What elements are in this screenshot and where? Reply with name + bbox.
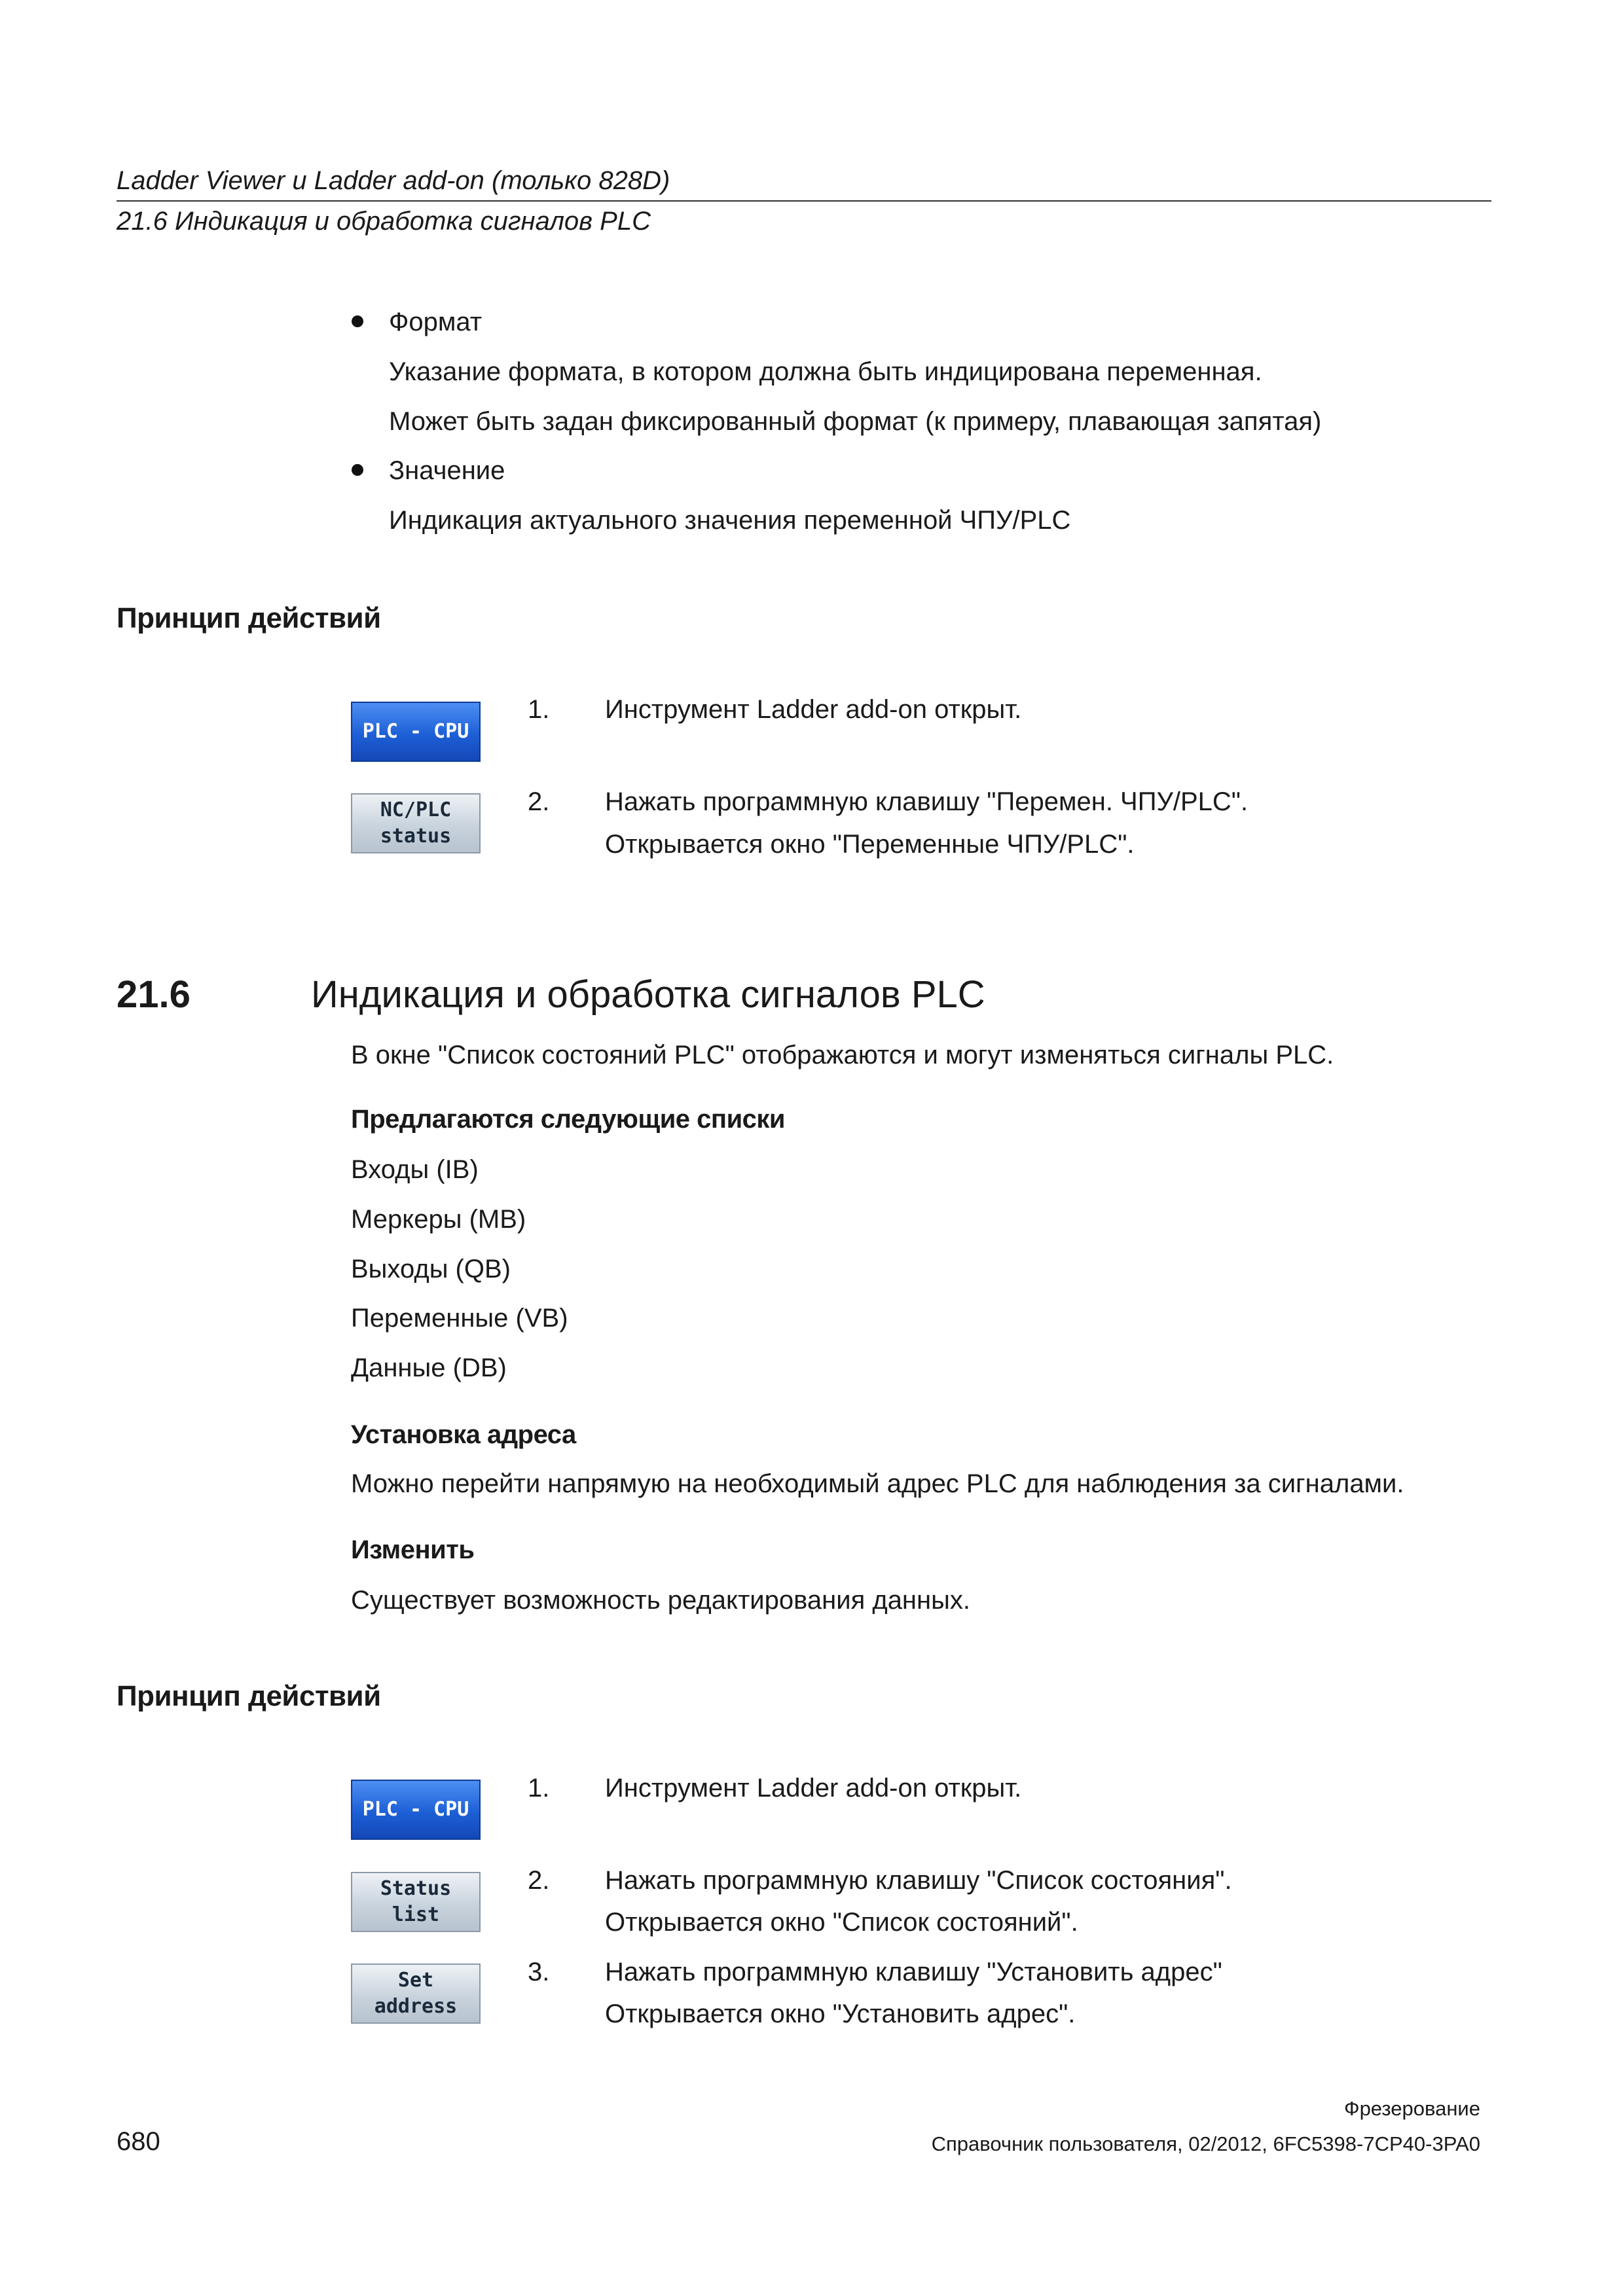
procedure-heading: Принцип действий: [117, 1680, 381, 1712]
list-item-title: Формат: [389, 308, 483, 336]
footer-document-info: Справочник пользователя, 02/2012, 6FC5398-7CP40-3PA0: [931, 2132, 1480, 2155]
step-text: Открывается окно "Установить адрес".: [605, 2000, 1076, 2028]
section-title: Индикация и обработка сигналов PLC: [311, 973, 985, 1016]
change-heading: Изменить: [351, 1535, 475, 1564]
step-text: Нажать программную клавишу "Список состояния".: [605, 1866, 1232, 1895]
list-entry: Входы (IB): [351, 1155, 479, 1184]
header-rule: [117, 200, 1491, 202]
plc-cpu-softkey[interactable]: PLC - CPU: [351, 1780, 481, 1840]
step-number: 1.: [528, 695, 550, 724]
nc-plc-status-softkey[interactable]: NC/PLC status: [351, 793, 481, 853]
section-intro: В окне "Список состояний PLC" отображаются и могут изменяться сигналы PLC.: [351, 1041, 1334, 1069]
address-heading: Установка адреса: [351, 1420, 576, 1449]
list-item-text: Указание формата, в котором должна быть индицирована переменная.: [389, 357, 1262, 386]
change-text: Существует возможность редактирования данных.: [351, 1586, 970, 1615]
procedure-heading: Принцип действий: [117, 602, 381, 634]
step-text: Открывается окно "Переменные ЧПУ/PLC".: [605, 830, 1135, 859]
step-number: 3.: [528, 1958, 550, 1986]
page-number: 680: [117, 2127, 160, 2156]
address-text: Можно перейти напрямую на необходимый адрес PLC для наблюдения за сигналами.: [351, 1469, 1404, 1498]
footer-product: Фрезерование: [1344, 2097, 1480, 2120]
step-text: Инструмент Ladder add-on открыт.: [605, 695, 1022, 724]
bullet-dot: [352, 315, 363, 327]
step-text: Нажать программную клавишу "Перемен. ЧПУ/PLC".: [605, 787, 1249, 816]
list-entry: Меркеры (MB): [351, 1205, 526, 1234]
list-entry: Переменные (VB): [351, 1304, 568, 1333]
running-header-section: 21.6 Индикация и обработка сигналов PLC: [117, 207, 651, 236]
running-header-chapter: Ladder Viewer и Ladder add-on (только 828D): [117, 166, 670, 195]
list-item-text: Может быть задан фиксированный формат (к примеру, плавающая запятая): [389, 407, 1322, 436]
lists-heading: Предлагаются следующие списки: [351, 1105, 786, 1134]
list-entry: Выходы (QB): [351, 1255, 511, 1283]
list-entry: Данные (DB): [351, 1354, 507, 1382]
list-item-text: Индикация актуального значения переменной ЧПУ/PLC: [389, 506, 1071, 535]
step-number: 2.: [528, 787, 550, 816]
list-item-title: Значение: [389, 456, 505, 485]
step-number: 2.: [528, 1866, 550, 1895]
status-list-softkey[interactable]: Status list: [351, 1872, 481, 1932]
step-number: 1.: [528, 1774, 550, 1803]
section-number: 21.6: [117, 973, 191, 1016]
step-text: Инструмент Ladder add-on открыт.: [605, 1774, 1022, 1803]
step-text: Открывается окно "Список состояний".: [605, 1908, 1078, 1937]
bullet-dot: [352, 464, 363, 476]
set-address-softkey[interactable]: Set address: [351, 1964, 481, 2024]
plc-cpu-softkey[interactable]: PLC - CPU: [351, 702, 481, 762]
step-text: Нажать программную клавишу "Установить адрес": [605, 1958, 1222, 1986]
